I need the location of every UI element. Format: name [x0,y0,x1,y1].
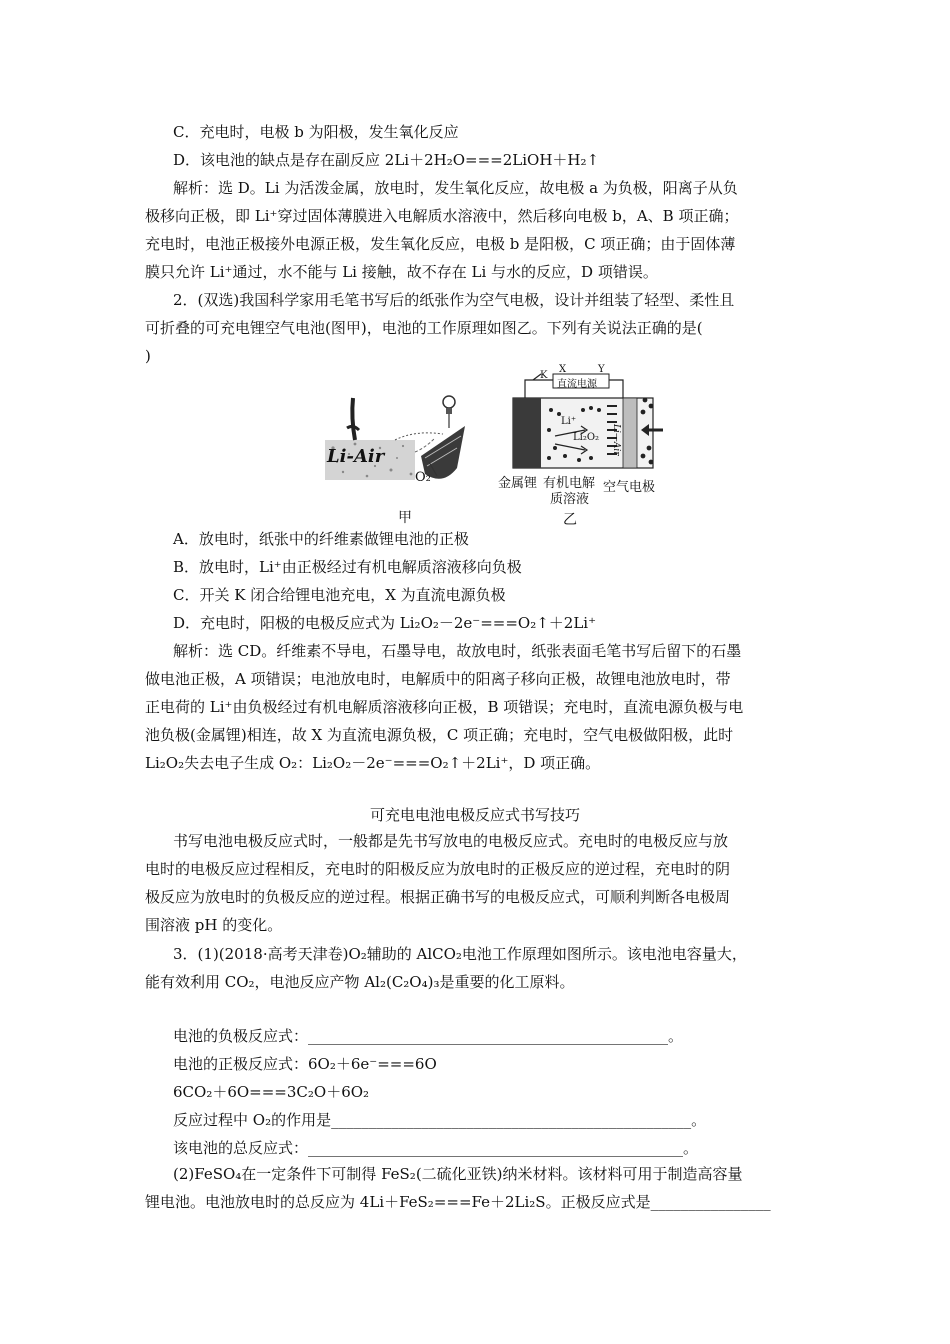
figure-jia-caption: 甲 [398,510,412,526]
figure-yi [495,364,665,485]
q2-analysis-line-1: 解析：选 CD。纤维素不导电，石墨导电，故放电时，纸张表面毛笔书写后留下的石墨 [173,642,742,660]
q2-stem-line-1: 2．(双选)我国科学家用毛笔书写后的纸张作为空气电极，设计并组装了轻型、柔性且 [173,291,735,309]
q2-option-a: A．放电时，纸张中的纤维素做锂电池的正极 [173,530,469,548]
label-metal-lithium: 金属锂 [498,476,538,491]
q2-option-b: B．放电时，Li⁺由正极经过有机电解质溶液移向负极 [173,558,522,576]
terminal-x-label: X [559,364,567,375]
q3-total-reaction-blank: 该电池的总反应式：__________________________________________________。 [173,1139,699,1157]
q3-stem-line-1: 3．(1)(2018·高考天津卷)O₂辅助的 AlCO₂电池工作原理如图所示。该电池电容量大， [173,945,747,963]
tip-paragraph-line-2: 电时的电极反应过程相反，充电时的阳极反应为放电时的正极反应的逆过程，充电时的阴 [145,860,731,878]
brush-icon [352,398,355,440]
q2-analysis-line-2: 做电池正极，A 项错误；电池放电时，电解质中的阳离子移向正极，故锂电池放电时，带 [145,670,731,688]
li-air-electrode-text: Li—Air [611,424,621,456]
li2o2-label: Li₂O₂ [573,432,600,443]
q3-negative-electrode-blank: 电池的负极反应式：________________________________________________。 [173,1027,684,1045]
q3-o2-role-blank: 反应过程中 O₂的作用是________________________________________________。 [173,1111,707,1129]
tip-title: 可充电电池电极反应式书写技巧 [369,806,580,824]
q3-part2-line-2: 锂电池。电池放电时的总反应为 4Li＋FeS₂===Fe＋2Li₂S。正极反应式是________________ [145,1193,771,1211]
o2-label: O₂ [415,470,431,485]
switch-k-label: K [540,370,548,381]
q2-option-d: D．充电时，阳极的电极反应式为 Li₂O₂－2e⁻===O₂↑＋2Li⁺ [173,614,597,632]
q1-analysis-line-2: 极移向正极，即 Li⁺穿过固体薄膜进入电解质水溶液中，然后移向电极 b，A、B 项正确； [145,207,739,225]
figure-jia-drawing [325,378,485,496]
q3-reaction-equation: 6CO₂＋6O===3C₂O＋6O₂ [173,1083,370,1101]
li-ion-label: Li⁺ [561,416,577,427]
q3-positive-electrode-equation: 电池的正极反应式：6O₂＋6e⁻===6O [173,1055,437,1073]
label-air-electrode: 空气电极 [603,480,656,495]
figure-jia [325,378,485,496]
q2-stem-line-3: ) [145,347,151,365]
dc-power-label: 直流电源 [557,379,597,390]
tip-paragraph-line-4: 围溶液 pH 的变化。 [145,916,283,934]
air-electrode [623,398,637,468]
q3-part2-line-1: (2)FeSO₄在一定条件下可制得 FeS₂(二硫化亚铁)纳米材料。该材料可用于制造高容量 [173,1165,743,1183]
lithium-metal-electrode [513,398,541,468]
bulb-icon [443,396,455,408]
label-organic-electrolyte-1: 有机电解 [543,476,596,491]
q2-option-c: C．开关 K 闭合给锂电池充电，X 为直流电源负极 [173,586,506,604]
li-air-brush-text: Li-Air [327,446,385,467]
q3-stem-line-2: 能有效利用 CO₂，电池反应产物 Al₂(C₂O₄)₃是重要的化工原料。 [145,973,575,991]
tip-paragraph-line-1: 书写电池电极反应式时，一般都是先书写放电的电极反应式。充电时的电极反应与放 [173,832,729,850]
q1-analysis-line-1: 解析：选 D。Li 为活泼金属，放电时，发生氧化反应，故电极 a 为负极，阳离子从负 [173,179,738,197]
q2-analysis-line-4: 池负极(金属锂)相连，故 X 为直流电源负极，C 项正确；充电时，空气电极做阳极，此时 [145,726,734,744]
q2-analysis-line-3: 正电荷的 Li⁺由负极经过有机电解质溶液移向正极，B 项错误；充电时，直流电源负极与电 [145,698,744,716]
tip-paragraph-line-3: 极反应为放电时的负极反应的逆过程。根据正确书写的电极反应式，可顺利判断各电极周 [145,888,731,906]
figure-yi-caption: 乙 [563,512,577,528]
q2-stem-line-2: 可折叠的可充电锂空气电池(图甲)，电池的工作原理如图乙。下列有关说法正确的是( [145,319,703,337]
q1-option-d: D．该电池的缺点是存在副反应 2Li＋2H₂O===2LiOH＋H₂↑ [173,151,600,169]
terminal-y-label: Y [598,364,605,375]
q1-analysis-line-4: 膜只允许 Li⁺通过，水不能与 Li 接触，故不存在 Li 与水的反应，D 项错误。 [145,263,658,281]
q1-option-c: C．充电时，电极 b 为阳极，发生氧化反应 [173,123,459,141]
label-organic-electrolyte-2: 质溶液 [550,492,590,507]
q1-analysis-line-3: 充电时，电池正极接外电源正极，发生氧化反应，电极 b 是阳极，C 项正确；由于固体薄 [145,235,736,253]
q2-analysis-line-5: Li₂O₂失去电子生成 O₂：Li₂O₂－2e⁻===O₂↑＋2Li⁺，D 项正确。 [145,754,601,772]
